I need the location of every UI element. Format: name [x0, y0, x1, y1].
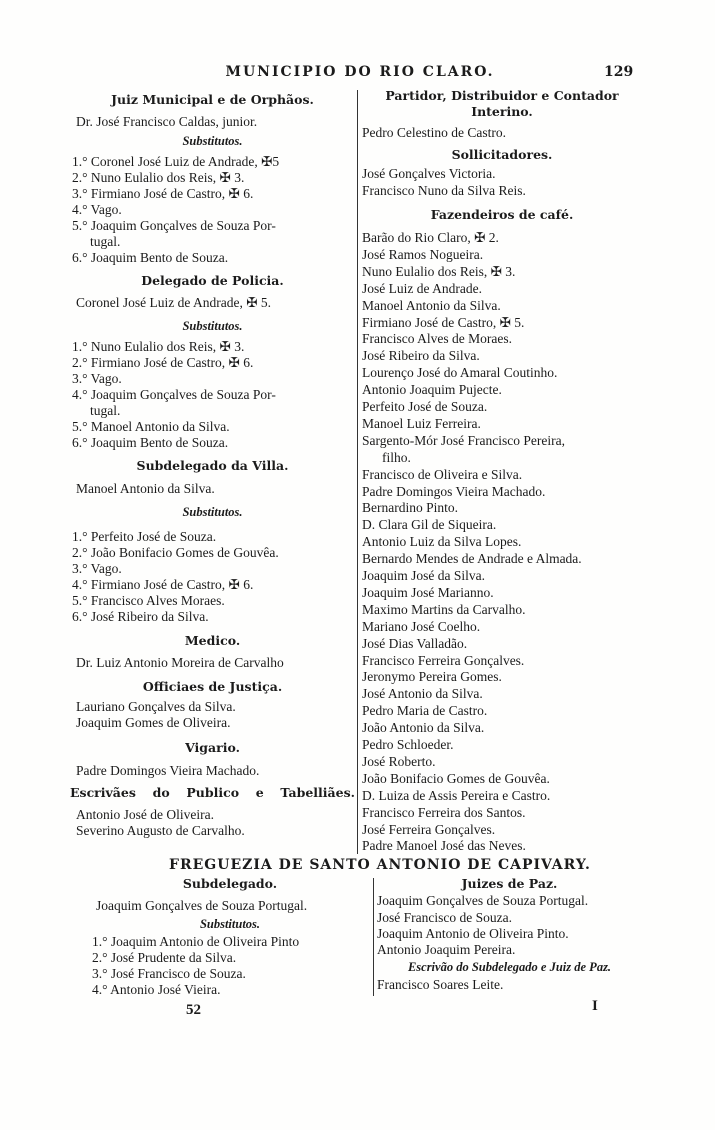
left-column-entry: Lauriano Gonçalves da Silva.	[76, 699, 236, 714]
right-column-entry: Pedro Maria de Castro.	[362, 703, 488, 719]
left-column-section-heading: Delegado de Policia.	[141, 273, 284, 288]
left-column-entry: 3.° Vago.	[72, 561, 122, 576]
right-column-entry: José Ribeiro da Silva.	[362, 348, 480, 364]
right-column-entry: Manoel Luiz Ferreira.	[362, 415, 481, 431]
right-column-entry: Lourenço José do Amaral Coutinho.	[362, 365, 558, 381]
freguezia-right-entry: Joaquim Antonio de Oliveira Pinto.	[377, 926, 569, 941]
right-column-entry: Joaquim José Marianno.	[362, 584, 494, 600]
freguezia-left-entry: 1.° Joaquim Antonio de Oliveira Pinto	[92, 934, 300, 949]
right-column-entry: Mariano José Coelho.	[362, 618, 481, 634]
freguezia-left-entry: 4.° Antonio José Vieira.	[92, 982, 221, 997]
freguezia-left-section-heading: Subdelegado.	[182, 876, 278, 891]
right-column-entry: Bernardino Pinto.	[362, 500, 458, 516]
right-column-entry: Pedro Schloeder.	[362, 737, 454, 752]
freguezia-left-entry: 2.° José Prudente da Silva.	[92, 950, 237, 965]
left-column-entry: Manoel Antonio da Silva.	[76, 481, 215, 496]
freguezia-right-subheading: Escrivão do Subdelegado e Juiz de Paz.	[407, 960, 612, 974]
freguezia-right-entry: José Francisco de Souza.	[377, 910, 512, 925]
right-column-entry: filho.	[382, 449, 411, 465]
signature-mark-right: I	[592, 998, 598, 1014]
right-column-entry: Padre Manoel José das Neves.	[362, 838, 526, 854]
left-column-entry: 5.° Francisco Alves Moraes.	[72, 593, 225, 608]
left-column-entry: Joaquim Gomes de Oliveira.	[76, 715, 231, 730]
left-column-entry: 3.° Vago.	[72, 371, 122, 386]
freguezia-left-entry: 3.° José Francisco de Souza.	[92, 966, 246, 981]
right-column-entry: João Antonio da Silva.	[362, 720, 485, 736]
left-column-entry: 4.° Vago.	[72, 202, 122, 217]
left-column-entry: 1.° Perfeito José de Souza.	[72, 529, 217, 544]
freguezia-column-divider	[373, 878, 374, 996]
right-column-entry: José Luiz de Andrade.	[362, 280, 482, 296]
right-column-entry: Antonio Luiz da Silva Lopes.	[362, 534, 522, 550]
left-column-entry: 4.° Firmiano José de Castro, ✠ 6.	[72, 577, 254, 592]
left-column-section-heading: Subdelegado da Villa.	[136, 458, 289, 473]
left-column-entry: tugal.	[90, 234, 121, 249]
right-column-entry: Perfeito José de Souza.	[362, 399, 488, 414]
left-column-section-heading: Vigario.	[185, 740, 240, 755]
freguezia-right-entry: Antonio Joaquim Pereira.	[377, 942, 516, 957]
right-column-entry: José Gonçalves Victoria.	[362, 166, 496, 181]
right-column-entry: Joaquim José da Silva.	[362, 568, 485, 583]
right-column-section-heading: Sollicitadores.	[451, 147, 553, 162]
left-column-entry: 2.° Firmiano José de Castro, ✠ 6.	[72, 355, 254, 370]
left-column-entry: 1.° Nuno Eulalio dos Reis, ✠ 3.	[72, 339, 245, 354]
right-column-entry: Maximo Martins da Carvalho.	[362, 601, 526, 617]
left-column-section-heading: Juiz Municipal e de Orphãos.	[111, 92, 314, 107]
left-column-subheading: Substitutos.	[182, 134, 243, 148]
left-column-entry: 5.° Joaquim Gonçalves de Souza Por-	[72, 218, 276, 233]
right-column-entry: Francisco Ferreira dos Santos.	[362, 804, 526, 820]
freguezia-heading: FREGUEZIA DE SANTO ANTONIO DE CAPIVARY.	[169, 857, 591, 873]
freguezia-right-section-heading: Juizes de Paz.	[461, 876, 558, 891]
left-column-entry: 1.° Coronel José Luiz de Andrade, ✠5	[72, 154, 280, 169]
left-column-entry: Dr. José Francisco Caldas, junior.	[76, 114, 258, 129]
right-column-entry: Bernardo Mendes de Andrade e Almada.	[362, 551, 582, 567]
freguezia-right-entry: Francisco Soares Leite.	[377, 977, 504, 992]
left-column-entry: 3.° Firmiano José de Castro, ✠ 6.	[72, 186, 254, 201]
right-column-entry: José Roberto.	[362, 753, 436, 769]
right-column-entry: José Dias Valladão.	[362, 635, 468, 651]
right-column-entry: José Antonio da Silva.	[362, 686, 483, 702]
column-divider	[357, 90, 358, 854]
right-column-entry: Francisco Alves de Moraes.	[362, 331, 512, 347]
left-column-entry: Dr. Luiz Antonio Moreira de Carvalho	[76, 655, 284, 670]
right-column-entry: Francisco de Oliveira e Silva.	[362, 466, 523, 482]
left-column-entry: Padre Domingos Vieira Machado.	[76, 763, 260, 778]
right-column-entry: Manoel Antonio da Silva.	[362, 297, 501, 313]
right-column-entry: Francisco Ferreira Gonçalves.	[362, 652, 525, 668]
right-column-entry: Sargento-Mór José Francisco Pereira,	[362, 432, 565, 448]
right-column-entry: Firmiano José de Castro, ✠ 5.	[362, 314, 525, 330]
freguezia-right-entry: Joaquim Gonçalves de Souza Portugal.	[377, 893, 589, 908]
right-column-entry: Francisco Nuno da Silva Reis.	[362, 183, 526, 198]
right-column-entry: Nuno Eulalio dos Reis, ✠ 3.	[362, 263, 516, 279]
left-column-entry: Escrivães do Publico e Tabelliães.	[70, 785, 355, 800]
left-column-section-heading: Medico.	[184, 633, 241, 648]
left-column-entry: Severino Augusto de Carvalho.	[76, 823, 245, 838]
right-column-entry: Padre Domingos Vieira Machado.	[362, 483, 546, 499]
right-column-entry: D. Clara Gil de Siqueira.	[362, 517, 497, 533]
left-column-entry: tugal.	[90, 403, 121, 418]
page-number: 129	[604, 64, 634, 80]
left-column-entry: 6.° José Ribeiro da Silva.	[72, 609, 209, 624]
right-column-section-heading: Interino.	[471, 104, 533, 119]
left-column-subheading: Substitutos.	[182, 319, 243, 333]
right-column-section-heading: Partidor, Distribuidor e Contador	[385, 88, 619, 103]
left-column-entry: Antonio José de Oliveira.	[76, 807, 214, 822]
left-column-entry: 5.° Manoel Antonio da Silva.	[72, 419, 230, 434]
right-column-entry: D. Luiza de Assis Pereira e Castro.	[362, 787, 551, 803]
page-header-title: MUNICIPIO DO RIO CLARO.	[225, 64, 495, 80]
freguezia-left-subheading: Substitutos.	[199, 917, 261, 931]
left-column-section-heading: Officiaes de Justiça.	[142, 679, 283, 694]
left-column-entry: 4.° Joaquim Gonçalves de Souza Por-	[72, 387, 276, 402]
right-column-section-heading: Fazendeiros de café.	[430, 207, 574, 222]
right-column-entry: Antonio Joaquim Pujecte.	[362, 382, 502, 398]
right-column-entry: João Bonifacio Gomes de Gouvêa.	[362, 770, 550, 786]
right-column-entry: Pedro Celestino de Castro.	[362, 125, 506, 140]
right-column-entry: José Ferreira Gonçalves.	[362, 821, 496, 837]
left-column-subheading: Substitutos.	[182, 505, 243, 519]
right-column-entry: Jeronymo Pereira Gomes.	[362, 669, 502, 685]
right-column-entry: José Ramos Nogueira.	[362, 246, 484, 262]
right-column-entry: Barão do Rio Claro, ✠ 2.	[362, 230, 499, 245]
left-column-entry: 2.° Nuno Eulalio dos Reis, ✠ 3.	[72, 170, 245, 185]
freguezia-left-entry: Joaquim Gonçalves de Souza Portugal.	[96, 898, 308, 913]
left-column-entry: 6.° Joaquim Bento de Souza.	[72, 250, 229, 265]
left-column-entry: 2.° João Bonifacio Gomes de Gouvêa.	[72, 545, 279, 560]
left-column-entry: Coronel José Luiz de Andrade, ✠ 5.	[76, 295, 272, 310]
left-column-entry: 6.° Joaquim Bento de Souza.	[72, 435, 229, 450]
signature-mark-left: 52	[186, 1002, 201, 1018]
